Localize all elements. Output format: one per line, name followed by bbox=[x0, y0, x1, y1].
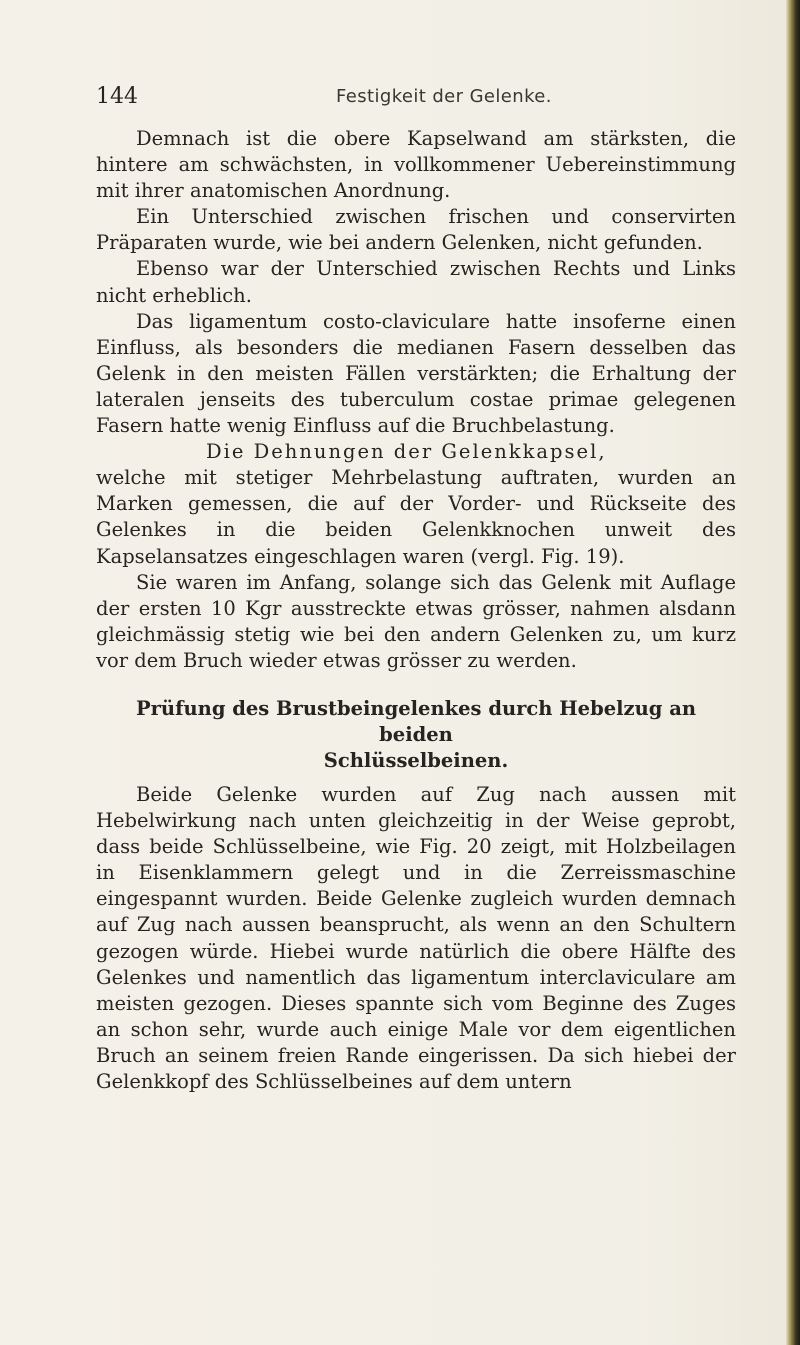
paragraph-6: Sie waren im Anfang, solange sich das Gelenk mit Auflage der ersten 10 Kgr ausstreckte etwas grösser, nahmen alsdann gleichmässig stetig wie bei den andern Gelenken zu, um kurz vor dem Bruch wieder etwas grösser zu werden. bbox=[96, 570, 736, 672]
section-heading-line-2: Schlüsselbeinen. bbox=[323, 748, 509, 772]
paragraph-5-continuation: welche mit stetiger Mehrbelastung auftraten, wurden an Marken gemessen, die auf der Vorder- und Rückseite des Gelenkes in die beiden Gelenkknochen unweit des Kapselansatzes eingeschlagen waren (vergl. Fig. 19). bbox=[96, 466, 736, 568]
paragraph-7: Beide Gelenke wurden auf Zug nach aussen mit Hebelwirkung nach unten gleichzeitig in der Weise geprobt, dass beide Schlüsselbeine, wie Fig. 20 zeigt, mit Holzbeilagen in Eisenklammern gelegt und in die Zerreissmaschine eingespannt wurden. Beide Gelenke zugleich wurden demnach auf Zug nach aussen beansprucht, als wenn an den Schultern gezogen würde. Hiebei wurde natürlich die obere Hälfte des Gelenkes und namentlich das ligamentum interclaviculare am meisten gezogen. Dieses spannte sich vom Beginne des Zuges an schon sehr, wurde auch einige Male vor dem eigentlichen Bruch an seinem freien Rande eingerissen. Da sich hiebei der Gelenkkopf des Schlüsselbeines auf dem untern bbox=[96, 782, 736, 1093]
section-heading bbox=[96, 696, 736, 774]
paragraph-5 bbox=[96, 439, 736, 465]
page-number: 144 bbox=[96, 84, 138, 109]
section-heading-line-1: Prüfung des Brustbeingelenkes durch Hebelzug an beiden bbox=[135, 696, 697, 746]
page-edge-shadow bbox=[786, 0, 800, 1345]
paragraph-2: Ein Unterschied zwischen frischen und conservirten Präparaten wurde, wie bei andern Gelenken, nicht gefunden. bbox=[96, 205, 736, 255]
running-head bbox=[96, 84, 736, 116]
running-title: Festigkeit der Gelenke. bbox=[336, 86, 552, 107]
paragraph-3: Ebenso war der Unterschied zwischen Rechts und Links nicht erheblich. bbox=[96, 257, 736, 307]
body-text bbox=[96, 126, 736, 1095]
spaced-lead-text: Die Dehnungen der Gelenkkapsel, bbox=[206, 440, 607, 464]
paragraph-1: Demnach ist die obere Kapselwand am stärksten, die hintere am schwächsten, in vollkommener Uebereinstimmung mit ihrer anatomischen Anordnung. bbox=[96, 127, 736, 203]
paragraph-4: Das ligamentum costo-claviculare hatte insoferne einen Einfluss, als besonders die medianen Fasern desselben das Gelenk in den meisten Fällen verstärkten; die Erhaltung der lateralen jenseits des tuberculum costae primae gelegenen Fasern hatte wenig Einfluss auf die Bruchbelastung. bbox=[96, 309, 736, 438]
